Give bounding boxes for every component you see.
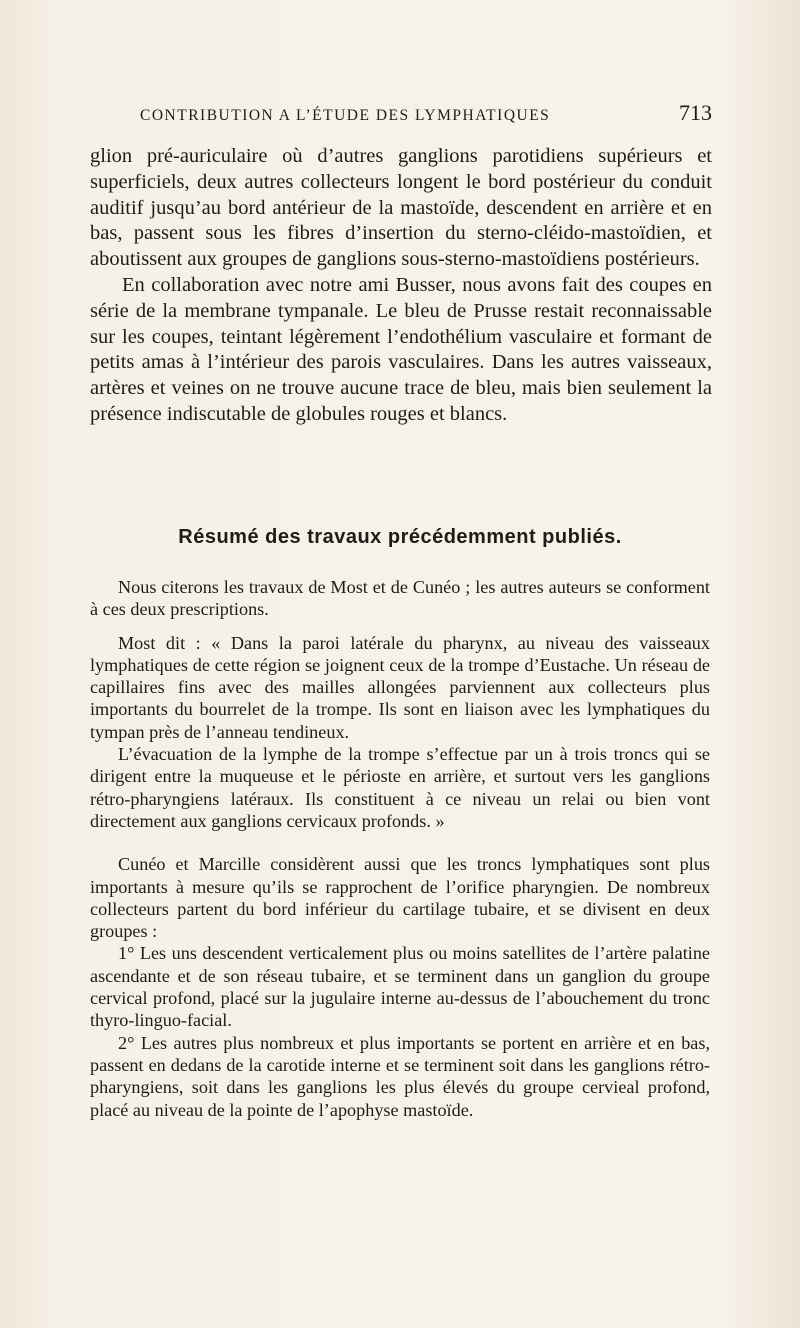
- paragraph: Nous citerons les travaux de Most et de Cunéo ; les autres auteurs se conforment à ces deux prescriptions.: [90, 577, 710, 620]
- page-number: 713: [679, 100, 712, 125]
- paragraph: L’évacuation de la lymphe de la trompe s’effectue par un à trois troncs qui se dirigent entre la muqueuse et le périoste en arrière, et surtout vers les ganglions rétro-pharyngiens latéraux. Ils constituent à ce niveau un relai ou bien vont directement aux ganglions cervicaux profonds. »: [90, 744, 710, 831]
- paragraph: Cunéo et Marcille considèrent aussi que les troncs lymphatiques sont plus importants à mesure qu’ils se rapprochent de l’orifice pharyngien. De nombreux collecteurs partent du bord inférieur du cartilage tubaire, et se divisent en deux groupes :: [90, 854, 710, 942]
- paragraph: 2° Les autres plus nombreux et plus importants se portent en arrière et en bas, passent en dedans de la carotide interne et se terminent soit dans les ganglions rétro-pharyngiens, soit dans les ganglions les plus élevés du groupe cervieal profond, placé au niveau de la pointe de l’apophyse mastoïde.: [90, 1032, 710, 1120]
- paragraph: Most dit : « Dans la paroi latérale du pharynx, au niveau des vaisseaux lymphatiques de cette région se joignent ceux de la trompe d’Eustache. Un réseau de capillaires fins avec des mailles allongées parviennent aux collecteurs plus importants du bourrelet de la trompe. Ils sont en liaison avec les lymphatiques du tympan près de l’anneau tendineux.: [90, 632, 710, 742]
- page-header: [140, 100, 712, 126]
- body-text-large: [90, 144, 712, 428]
- running-title: CONTRIBUTION A L’ÉTUDE DES LYMPHATIQUES: [140, 107, 551, 124]
- paragraph: 1° Les uns descendent verticalement plus ou moins satellites de l’artère palatine ascendante et de son réseau tubaire, et se terminent dans un ganglion du groupe cervical profond, placé sur la jugulaire interne au-dessus de l’abouchement du tronc thyro-linguo-facial.: [90, 943, 710, 1031]
- section-heading: Résumé des travaux précédemment publiés.: [178, 526, 622, 548]
- paragraph: glion pré-auriculaire où d’autres ganglions parotidiens supérieurs et superficiels, deux autres collecteurs longent le bord postérieur du conduit auditif jusqu’au bord antérieur de la mastoïde, descendent en arrière et en bas, passent sous les fibres d’insertion du sterno-cléido-mastoïdien, et aboutissent aux groupes de ganglions sous-sterno-mastoïdiens postérieurs.: [90, 145, 712, 271]
- body-text-small: [90, 576, 710, 1121]
- paragraph: En collaboration avec notre ami Busser, nous avons fait des coupes en série de la membrane tympanale. Le bleu de Prusse restait reconnaissable sur les coupes, teintant légèrement l’endothélium vasculaire et formant de petits amas à l’intérieur des parois vasculaires. Dans les autres vaisseaux, artères et veines on ne trouve aucune trace de bleu, mais bien seulement la présence indiscutable de globules rouges et blancs.: [90, 273, 712, 425]
